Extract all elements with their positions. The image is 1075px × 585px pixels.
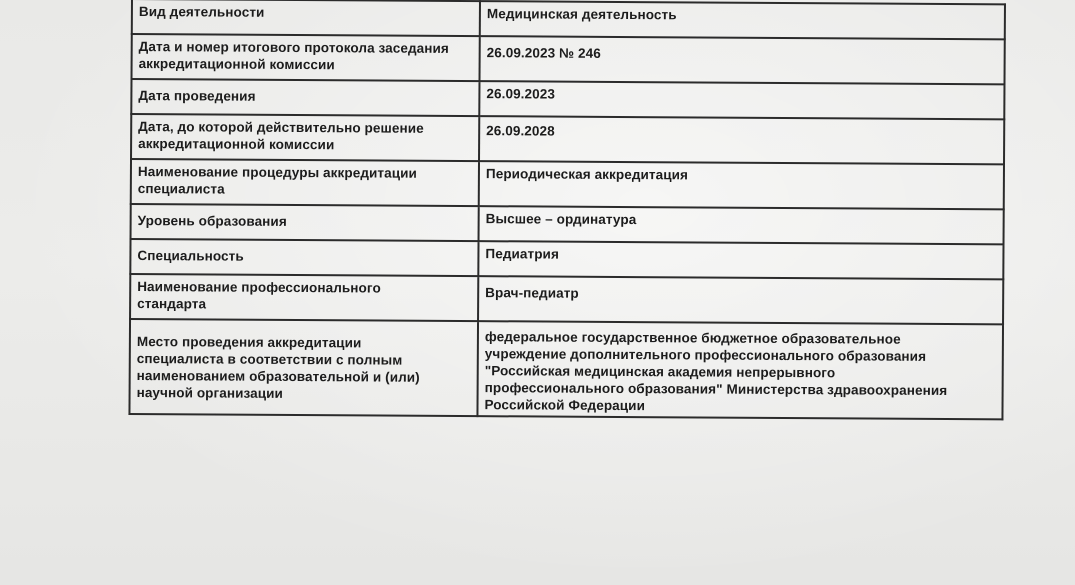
prof-standard-label: Наименование профессионального стандарта — [137, 279, 381, 312]
valid-until-value: 26.09.2028 — [486, 123, 555, 139]
protocol-label: Дата и номер итогового протокола заседания аккредитационной комиссии — [138, 39, 449, 73]
specialty-label: Специальность — [137, 248, 244, 264]
table-cell-value — [479, 36, 1004, 84]
table-cell-label — [129, 319, 478, 416]
table-row-specialty — [130, 239, 1003, 279]
table-cell-value — [480, 1, 1005, 39]
table-cell-value — [479, 206, 1004, 244]
table-row-activity-type — [132, 0, 1005, 39]
accreditation-table — [128, 0, 1006, 420]
table-row-prof-standard — [130, 274, 1003, 324]
table-row-valid-until — [131, 114, 1004, 164]
venue-label: Место проведения аккредитации специалиста в соответствии с полным наименованием образовательной и (или) научной организации — [136, 334, 420, 401]
table-row-venue — [129, 319, 1003, 419]
procedure-value: Периодическая аккредитация — [485, 166, 689, 183]
table-cell-label — [130, 274, 478, 321]
table-cell-value — [479, 161, 1004, 209]
table-row-education-level — [131, 204, 1004, 244]
table-cell-label — [132, 34, 480, 81]
prof-standard-value: Врач-педиатр — [485, 285, 579, 301]
table-cell-label — [131, 204, 479, 241]
table-cell-label — [131, 79, 479, 116]
table-cell-value — [479, 116, 1004, 164]
activity-type-value: Медицинская деятельность — [486, 6, 677, 23]
table-cell-label — [131, 114, 479, 161]
education-level-value: Высшее – ординатура — [485, 211, 637, 228]
protocol-value: 26.09.2023 № 246 — [486, 45, 601, 61]
table-cell-label — [132, 0, 480, 36]
date-held-label: Дата проведения — [138, 88, 256, 104]
table-cell-label — [131, 159, 479, 206]
education-level-label: Уровень образования — [137, 213, 287, 229]
table-row-protocol — [132, 34, 1005, 84]
table-cell-label — [130, 239, 478, 276]
date-held-value: 26.09.2023 — [486, 86, 556, 102]
activity-type-label: Вид деятельности — [138, 4, 265, 20]
table-row-date-held — [131, 79, 1004, 119]
valid-until-label: Дата, до которой действительно решение аккредитационной комиссии — [138, 119, 424, 153]
table-cell-value — [478, 241, 1003, 279]
table-cell-value — [477, 321, 1003, 419]
specialty-value: Педиатрия — [485, 246, 560, 262]
table-cell-value — [478, 276, 1003, 324]
table-cell-value — [479, 81, 1004, 119]
table-row-procedure — [131, 159, 1004, 209]
venue-value: федеральное государственное бюджетное образовательное учреждение дополнительного профессионального образования "Российская медицинская академия непрерывного профессионального образования" Министерства здравоохранения Российской Федерации — [484, 329, 948, 414]
procedure-label: Наименование процедуры аккредитации специалиста — [137, 164, 417, 197]
